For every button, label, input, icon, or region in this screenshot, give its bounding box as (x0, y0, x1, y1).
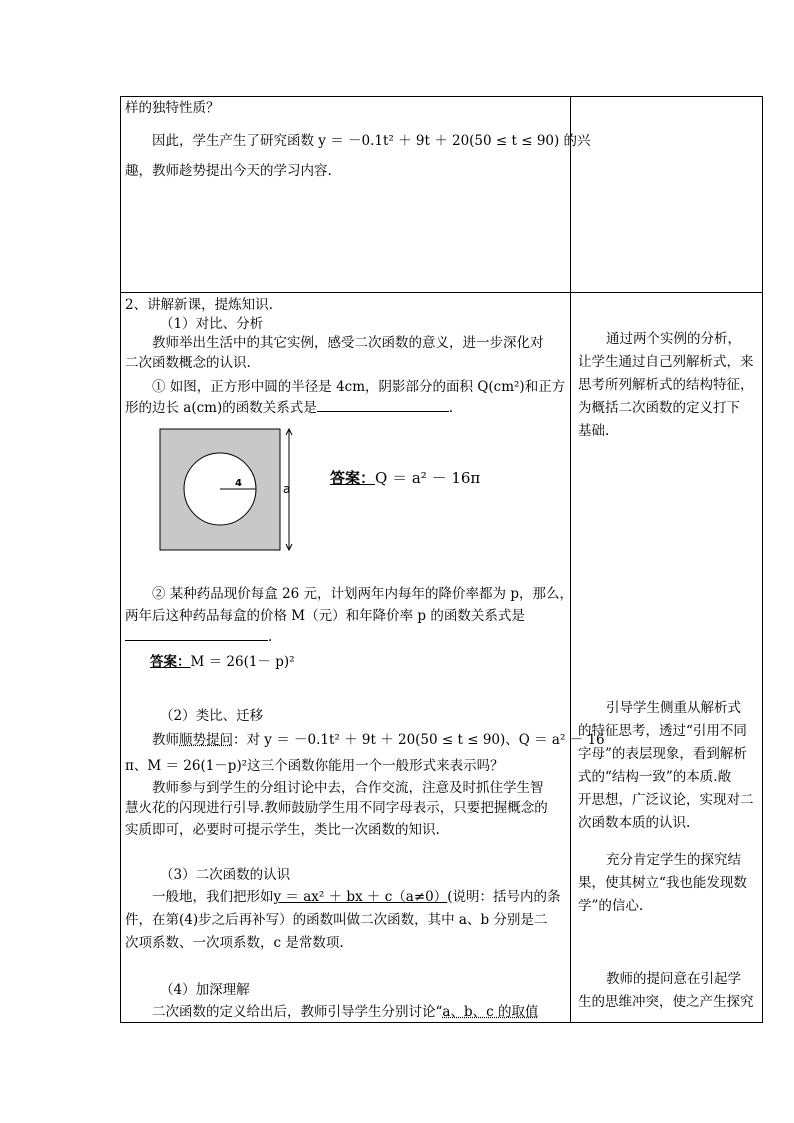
text-line: 教师举出生活中的其它实例，感受二次函数的意义，进一步深化对 (152, 335, 544, 351)
note-line: 式的“结构一致”的本质.敞 (578, 769, 732, 785)
text-fragment: 顺势提问 (179, 732, 233, 748)
square-circle-figure (155, 424, 300, 554)
subsection-title: （2）类比、迁移 (160, 708, 264, 724)
row-divider (120, 292, 763, 293)
subsection-title: （1）对比、分析 (160, 316, 264, 332)
answer-value: M ＝ 26(1－ p)² (190, 654, 295, 670)
section-heading: 2、讲解新课，提炼知识. (125, 297, 273, 313)
note-line: 次函数本质的认识. (578, 815, 691, 831)
note-line: 通过两个实例的分析， (606, 331, 741, 347)
text-line: 件，在第(4)步之后再补写）的函数叫做二次函数，其中 a、b 分别是二 (125, 912, 548, 928)
text-fragment: 形的边长 a(cm)的函数关系式是 (125, 400, 317, 416)
subsection-title: （4）加深理解 (160, 982, 250, 998)
note-line: 引导学生侧重从解析式 (606, 700, 741, 716)
note-line: 充分肯定学生的探究结 (606, 852, 741, 868)
text-fragment: 教师 (152, 732, 179, 748)
note-line: 教师的提问意在引起学 (606, 971, 741, 987)
radius-label: 4 (235, 478, 242, 489)
question-2-blank (125, 626, 272, 647)
text-line: 教师参与到学生的分组讨论中去，合作交流，注意及时抓住学生智 (152, 780, 544, 796)
question-2: ② 某种药品现价每盒 26 元，计划两年内每年的降价率都为 p，那么， (152, 586, 573, 602)
note-line: 果，使其树立“我也能发现数 (578, 875, 747, 891)
note-line: 思考所列解析式的结构特征， (578, 377, 754, 393)
text-line (152, 730, 605, 750)
answer-label: 答案： (150, 654, 191, 670)
text-fragment: a、b、c 的取值 (442, 1004, 539, 1020)
note-line: 的特征思考，透过“引用不同 (578, 723, 747, 739)
answer-2 (150, 652, 295, 672)
text-line: 慧火花的闪现进行引导.教师鼓励学生用不同字母表示，只要把握概念的 (125, 800, 548, 816)
note-line: 字母”的表层现象，看到解析 (578, 746, 747, 762)
text-fragment: 一般地，我们把形如 (152, 889, 274, 905)
text-line (152, 1002, 538, 1022)
text-fragment: ：对 y ＝ －0.1t² ＋ 9t ＋ 20(50 ≤ t ≤ 90)、Q ＝ a² － 16 (233, 732, 605, 748)
note-line: 学”的信心. (578, 898, 644, 914)
text-line: 样的独特性质？ (125, 100, 220, 116)
text-line (152, 887, 561, 907)
note-line: 生的思维冲突，使之产生探究 (578, 994, 754, 1010)
answer-label: 答案： (330, 469, 376, 487)
note-line: 基础. (578, 423, 610, 439)
text-fragment: (说明：括号内的条 (447, 889, 561, 905)
answer-value: Q ＝ a² － 16π (375, 469, 481, 487)
text-fragment: . (268, 629, 273, 645)
question-1: ① 如图，正方形中圆的半径是 4cm，阴影部分的面积 Q(cm²)和正方 (152, 379, 566, 395)
text-fragment: 二次函数的定义给出后，教师引导学生分别讨论“ (152, 1004, 443, 1020)
subsection-title: （3）二次函数的认识 (160, 867, 291, 883)
column-divider (570, 96, 571, 1023)
answer-blank (317, 397, 449, 412)
answer-blank (125, 626, 268, 641)
text-line: 实质即可，必要时可提示学生，类比一次函数的知识. (125, 822, 440, 838)
text-line: 趣，教师趁势提出今天的学习内容. (125, 163, 332, 179)
note-line: 开思想，广泛议论，实现对二 (578, 792, 754, 808)
note-line: 让学生通过自己列解析式，来 (578, 354, 754, 370)
note-line: 为概括二次函数的定义打下 (578, 400, 740, 416)
text-line: π、M ＝ 26(1－p)²这三个函数你能用一个一般形式来表示吗？ (125, 758, 504, 774)
question-1-cont (125, 397, 453, 418)
text-line: 因此，学生产生了研究函数 y ＝ －0.1t² ＋ 9t ＋ 20(50 ≤ t ≤ 90) 的兴 (152, 133, 591, 149)
answer-1 (330, 468, 480, 488)
text-line: 二次函数概念的认识. (125, 355, 251, 371)
text-line: 次项系数、一次项系数，c 是常数项. (125, 935, 344, 951)
side-label: a (283, 482, 291, 496)
text-fragment: . (448, 400, 454, 416)
question-2-cont: 两年后这种药品每盒的价格 M（元）和年降价率 p 的函数关系式是 (125, 608, 525, 624)
text-fragment: y ＝ ax² ＋ bx ＋ c（a≠0） (273, 889, 448, 905)
